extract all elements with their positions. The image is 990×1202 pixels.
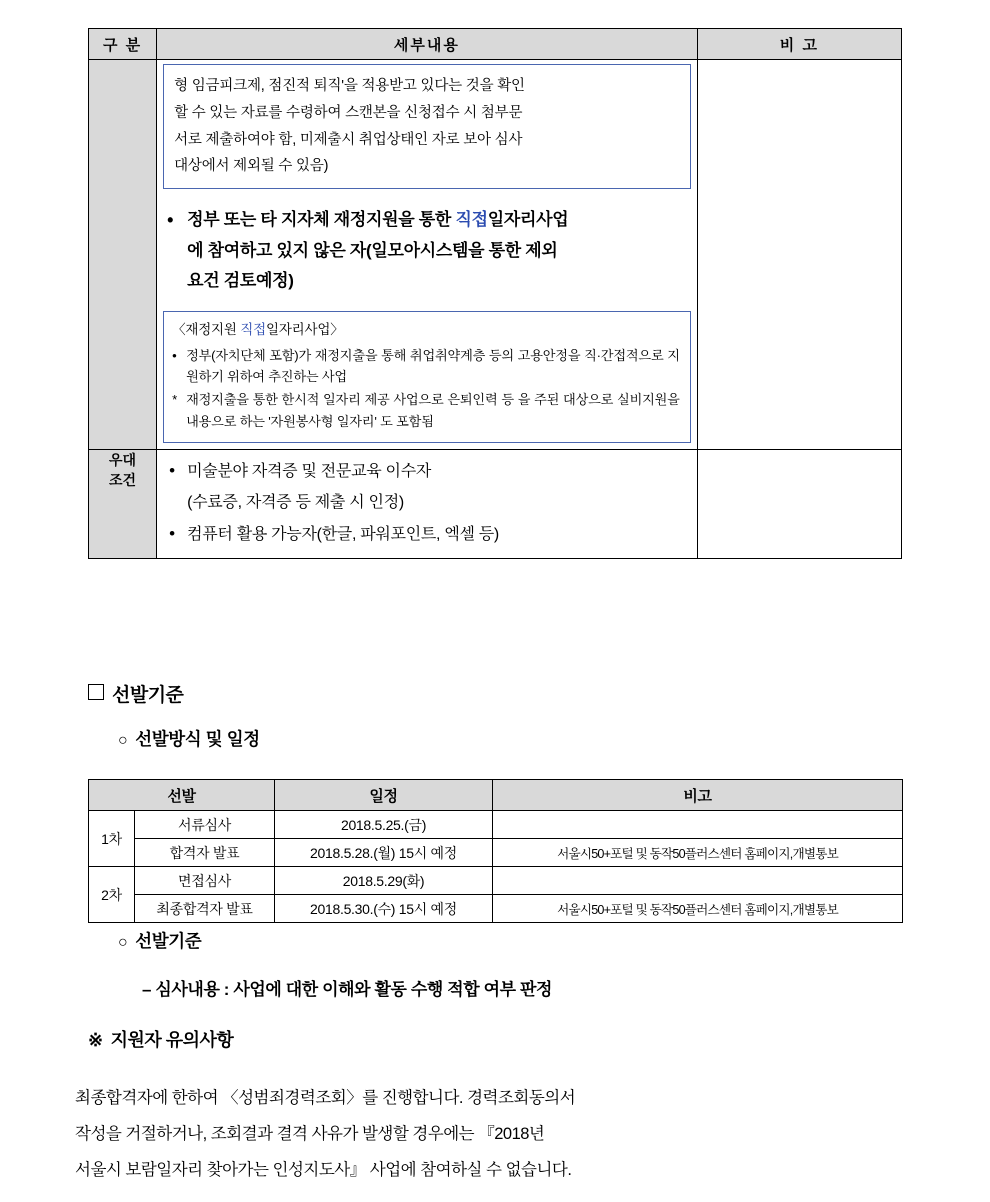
list-line: 정부(자치단체 포함)가 재정지출을 통해 취업취약계층 등의 — [186, 347, 514, 363]
heading-selection-criteria — [88, 680, 183, 707]
table-header-row — [89, 29, 902, 60]
cell-note: 서울시50+포털 및 동작50플러스센터 홈페이지,개별통보 — [493, 839, 903, 867]
note-line: 할 수 있는 자료를 수령하여 스캔본을 신청접수 시 첨부문 — [174, 104, 523, 121]
schedule-table — [88, 779, 903, 923]
definition-list — [172, 345, 680, 433]
note-line: 형 임금피크제, 점진적 퇴직'을 적용받고 있다는 것을 확인 — [174, 78, 525, 94]
list-marker: * — [172, 392, 178, 408]
list-item — [167, 456, 693, 518]
cell-detail-continued — [157, 60, 698, 450]
column-header-note: 비고 — [493, 780, 903, 811]
criteria-detail: – 심사내용 : 사업에 대한 이해와 활동 수행 적합 여부 판정 — [142, 980, 553, 999]
heading-text: 선발기준 — [112, 685, 184, 706]
column-header-schedule: 일정 — [275, 780, 493, 811]
square-bullet-icon — [88, 684, 104, 700]
bullet-line1-highlight: 직접 — [455, 210, 488, 230]
list-item — [167, 519, 693, 550]
requirement-bullet-no-direct-job — [165, 205, 691, 297]
bullet-line1-pre: 정부 또는 타 지자체 재정지원을 통한 — [187, 210, 456, 230]
cell-note — [493, 867, 903, 895]
cell-note — [493, 811, 903, 839]
note-line: 서로 제출하여야 함, 미제출시 취업상태인 자로 보아 심사 — [174, 131, 523, 148]
boxed-note-continued — [163, 64, 691, 189]
heading-criteria — [118, 928, 201, 953]
table-row — [89, 450, 902, 559]
star-bullet-icon: ※ — [88, 1030, 103, 1050]
circle-bullet-icon: ○ — [118, 732, 128, 749]
table-row — [89, 839, 903, 867]
cell-gubun-preference — [89, 450, 157, 559]
table-row — [89, 867, 903, 895]
cell-stage: 최종합격자 발표 — [135, 895, 275, 923]
boxed-definition-direct-job — [163, 311, 691, 443]
heading-method-schedule — [118, 726, 260, 751]
cell-detail-preference — [157, 450, 698, 559]
pref-line: (수료증, 자격증 등 제출 시 인정) — [187, 494, 404, 512]
list-marker: • — [172, 347, 177, 363]
definition-title-highlight: 직접 — [240, 322, 266, 338]
definition-title-pre: 〈재정지원 — [172, 322, 241, 338]
bullet-line3: 요건 검토예정) — [187, 271, 294, 291]
gubun-line1: 우대 — [109, 452, 137, 469]
notice-line-2: 작성을 거절하거나, 조회결과 결격 사유가 발생할 경우에는 『2018년 — [75, 1125, 545, 1143]
pref-line: • 컴퓨터 활용 가능자(한글, 파워포인트, 엑셀 등) — [187, 525, 499, 543]
column-header-selection: 선발 — [89, 780, 275, 811]
heading-text: 선발방식 및 일정 — [135, 729, 260, 749]
definition-title-post: 일자리사업〉 — [265, 322, 344, 338]
cell-gubun-blank — [89, 60, 157, 450]
bullet-line1-post: 일자리사업 — [487, 210, 569, 230]
list-item — [172, 345, 680, 388]
requirements-table — [88, 28, 902, 559]
notice-line-3: 서울시 보람일자리 찾아가는 인성지도사』 사업에 참여하실 수 없습니다. — [75, 1161, 572, 1179]
column-header-detail: 세부내용 — [157, 29, 698, 60]
cell-round: 1차 — [89, 811, 135, 867]
list-line: 을 주된 대상으로 실비지원을 내용으로 하는 '자원봉사형 일자리' — [186, 392, 680, 429]
heading-text: 지원자 유의사항 — [110, 1030, 234, 1050]
heading-text: 선발기준 — [135, 931, 202, 951]
cell-stage: 면접심사 — [135, 867, 275, 895]
notice-line-1: 최종합격자에 한하여 〈성범죄경력조회〉를 진행합니다. 경력조회동의서 — [75, 1089, 576, 1107]
cell-date: 2018.5.28.(월) 15시 예정 — [275, 839, 493, 867]
definition-title — [172, 319, 680, 341]
cell-stage: 합격자 발표 — [135, 839, 275, 867]
table-row — [89, 60, 902, 450]
cell-date: 2018.5.30.(수) 15시 예정 — [275, 895, 493, 923]
cell-stage: 서류심사 — [135, 811, 275, 839]
cell-bigo-empty — [697, 450, 901, 559]
preference-list — [157, 450, 697, 558]
bullet-line2: 에 참여하고 있지 않은 자(일모아시스템을 통한 제외 — [187, 240, 558, 260]
cell-note: 서울시50+포털 및 동작50플러스센터 홈페이지,개별통보 — [493, 895, 903, 923]
table-header-row — [89, 780, 903, 811]
list-line: 재정지출을 통한 한시적 일자리 제공 사업으로 은퇴인력 등 — [186, 392, 514, 408]
gubun-line2: 조건 — [109, 472, 137, 489]
heading-applicant-notice — [88, 1026, 233, 1052]
pref-line: • 미술분야 자격증 및 전문교육 이수자 — [187, 463, 431, 481]
cell-date: 2018.5.29(화) — [275, 867, 493, 895]
note-line: 대상에서 제외될 수 있음) — [174, 158, 329, 175]
cell-round: 2차 — [89, 867, 135, 923]
table-row — [89, 895, 903, 923]
list-item — [172, 389, 680, 432]
cell-bigo-empty — [697, 60, 901, 450]
circle-bullet-icon: ○ — [118, 934, 128, 951]
list-line: 고용안정을 직·간접적으로 지원하기 위하여 추진하는 사업 — [186, 347, 680, 384]
column-header-bigo: 비 고 — [697, 29, 901, 60]
list-line: 도 포함됨 — [380, 413, 434, 429]
cell-date: 2018.5.25.(금) — [275, 811, 493, 839]
column-header-gubun: 구 분 — [89, 29, 157, 60]
table-row — [89, 811, 903, 839]
